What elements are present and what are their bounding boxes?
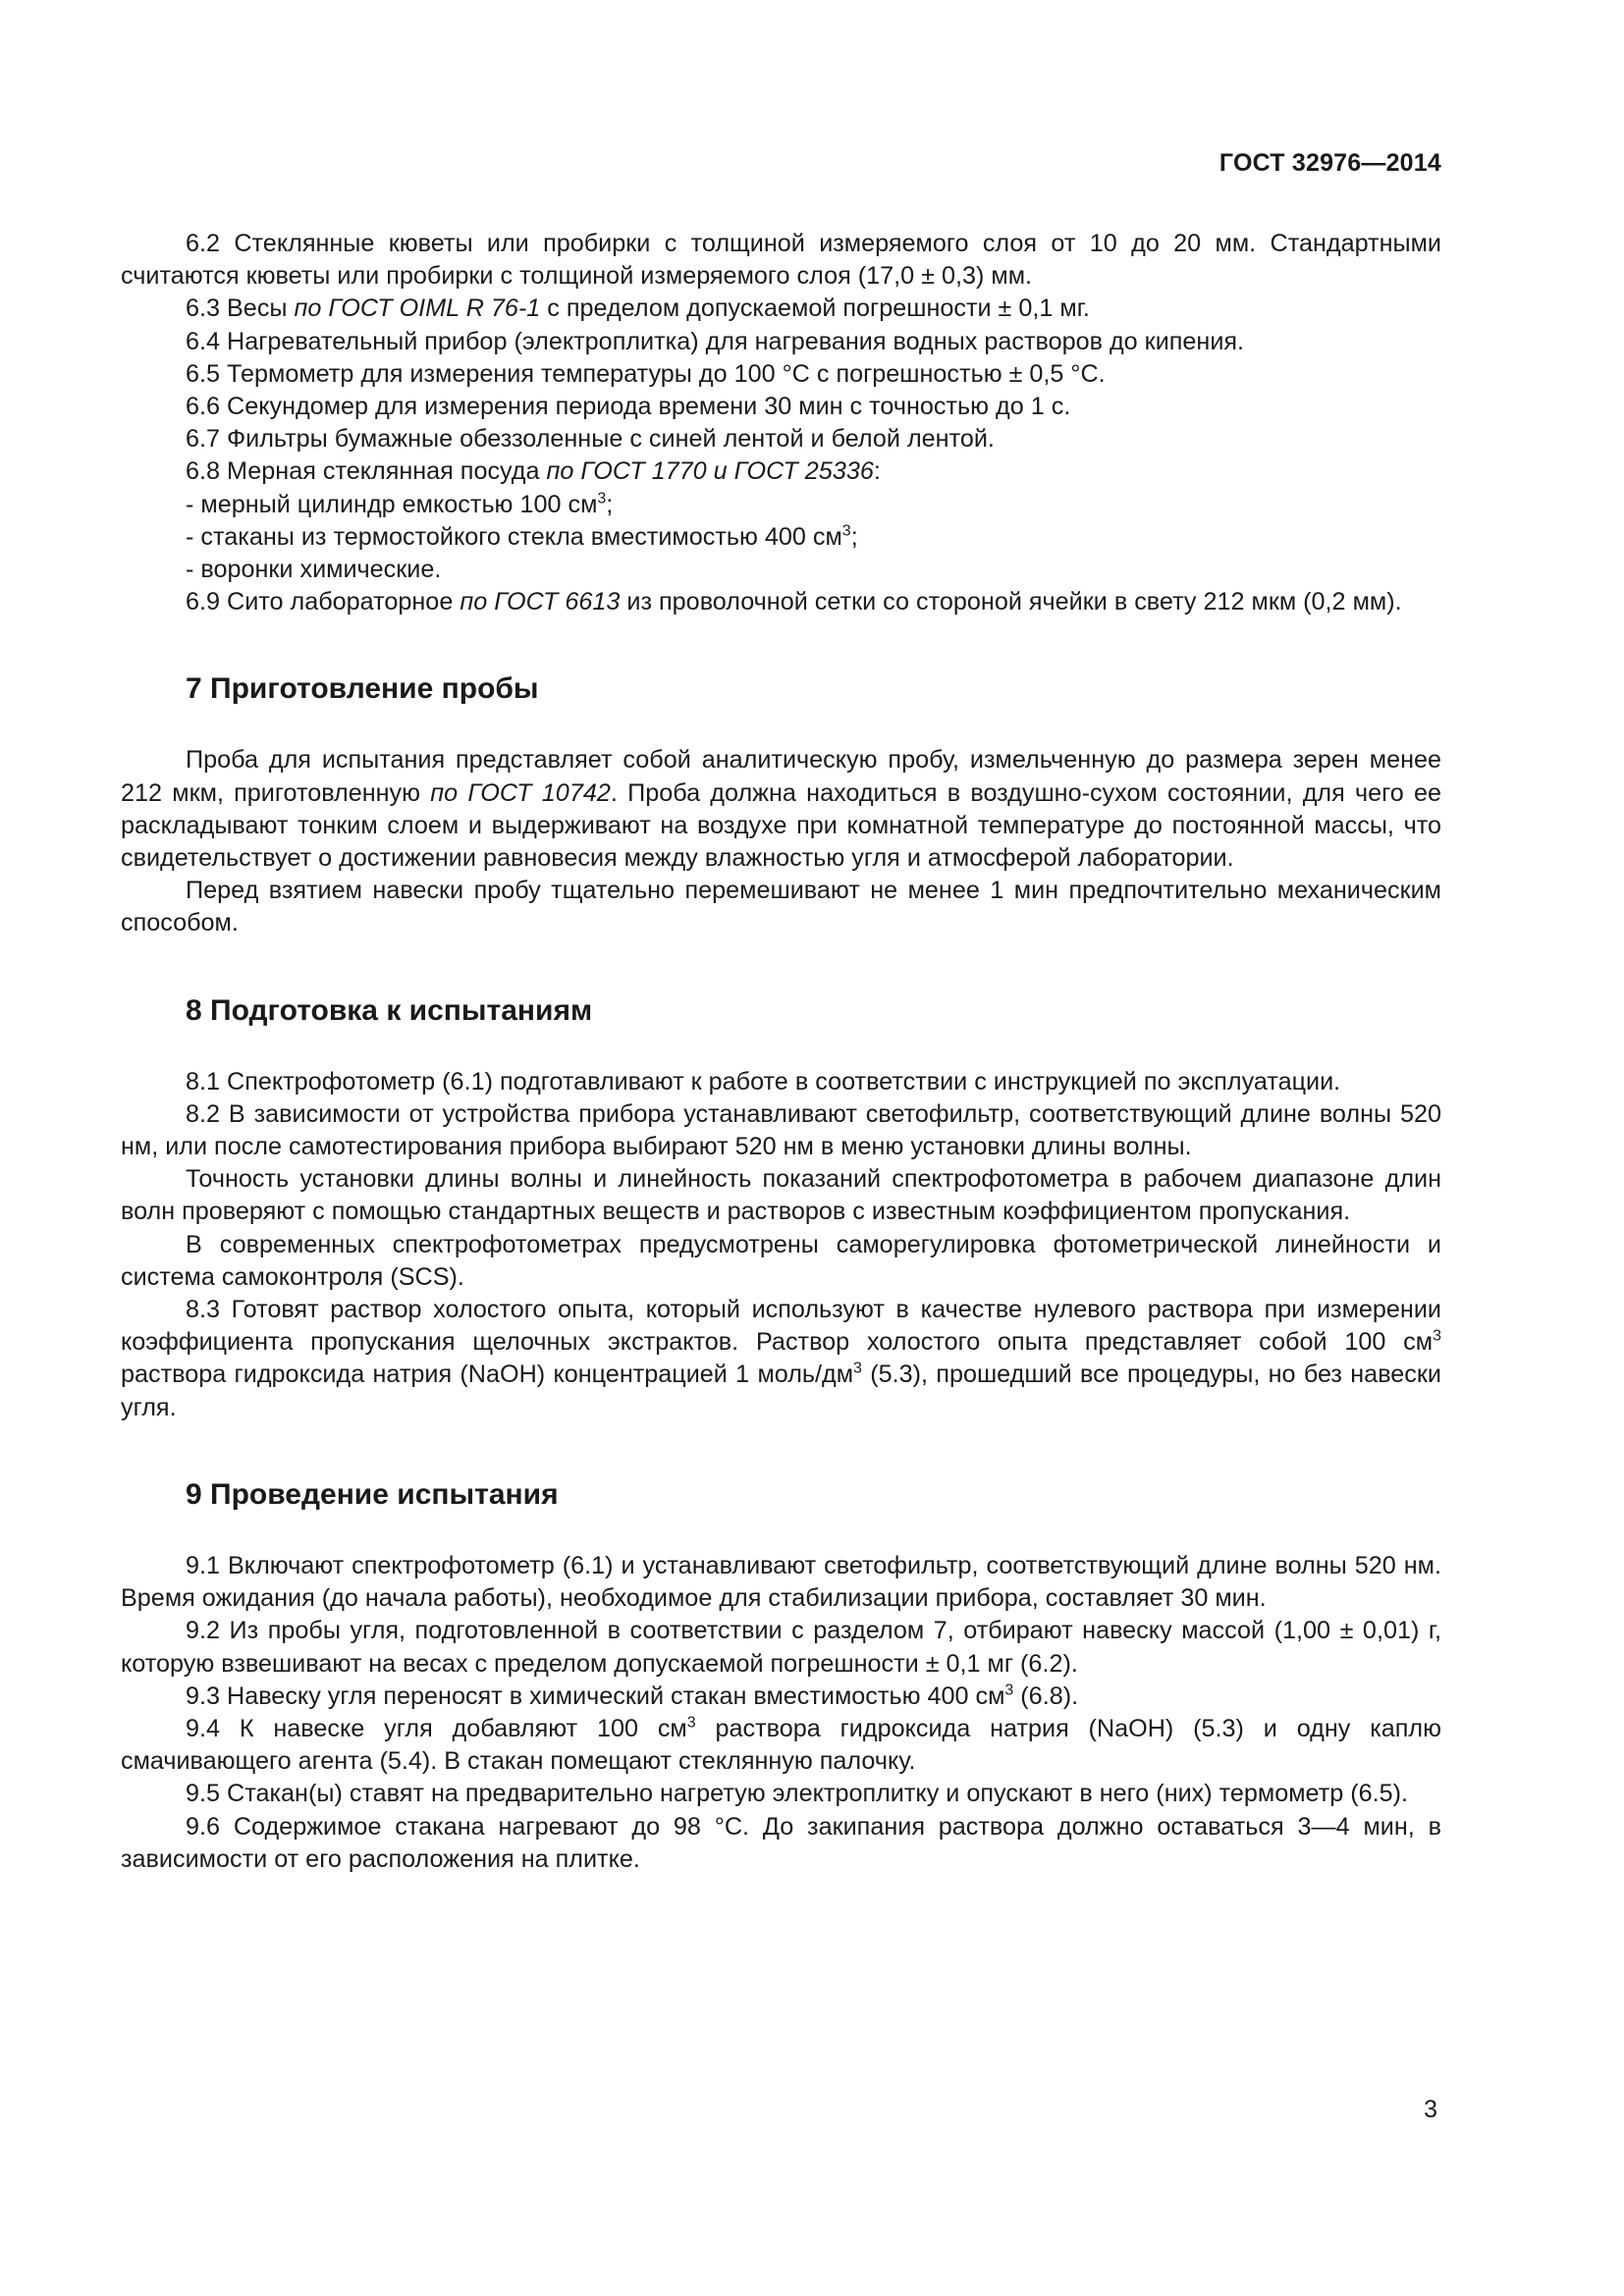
paragraph-9-1: 9.1 Включают спектрофотометр (6.1) и устанавливают светофильтр, соответствующий длине волны 520 нм. Время ожидания (до начала работы), необходимое для стабилизации прибора, составляет 30 мин. — [121, 1551, 1441, 1613]
paragraph-6-2: 6.2 Стеклянные кюветы или пробирки с толщиной измеряемого слоя от 10 до 20 мм. Стандартными считаются кюветы или пробирки с толщиной измеряемого слоя (17,0 ± 0,3) мм. — [121, 230, 1441, 291]
standard-reference: по ГОСТ OIML R 76-1 — [294, 294, 541, 323]
paragraph-accuracy: Точность установки длины волны и линейность показаний спектрофотометра в рабочем диапазоне длин волн проверяют с помощью стандартных веществ и растворов с известным коэффициентом пропускания. — [121, 1165, 1441, 1226]
paragraph-9-5: 9.5 Стакан(ы) ставят на предварительно нагретую электроплитку и опускают в него (них) термометр (6.5). — [186, 1780, 1409, 1808]
list-item — [121, 489, 1441, 521]
text: раствора гидроксида натрия (NaOH) концентрацией 1 моль/дм — [121, 1361, 854, 1389]
text: раствора гидроксида натрия (NaOH) (5.3) и одну каплю смачивающего агента (5.4). В стакан помещают стеклянную палочку. — [121, 1714, 1441, 1776]
text: - мерный цилиндр емкостью 100 см — [186, 490, 598, 518]
text: 6.9 Сито лабораторное — [186, 588, 460, 616]
text: 8.3 Готовят раствор холостого опыта, который используют в качестве нулевого раствора при измерении коэффициента пропускания щелочных экстрактов. Раствор холостого опыта представляет собой 100 см — [121, 1296, 1441, 1357]
paragraph-8-3 — [121, 1294, 1441, 1424]
superscript: 3 — [597, 490, 607, 507]
text: с пределом допускаемой погрешности ± 0,1 мг. — [540, 294, 1090, 323]
standard-reference: по ГОСТ 6613 — [460, 588, 621, 616]
superscript: 3 — [853, 1361, 862, 1378]
text: 9.3 Навеску угля переносят в химический стакан вместимостью 400 см — [186, 1682, 1005, 1710]
text: ; — [606, 490, 614, 518]
paragraph-6-5: 6.5 Термометр для измерения температуры до 100 °С с погрешностью ± 0,5 °С. — [186, 359, 1106, 388]
paragraph-6-7: 6.7 Фильтры бумажные обеззоленные с синей лентой и белой лентой. — [186, 425, 995, 454]
text: - стаканы из термостойкого стекла вместимостью 400 см — [186, 522, 842, 551]
text: ; — [850, 522, 858, 551]
paragraph-8-1: 8.1 Спектрофотометр (6.1) подготавливают к работе в соответствии с инструкцией по эксплуатации. — [186, 1067, 1341, 1095]
text: . Проба должна находиться в воздушно-сухом состоянии, для чего ее раскладывают тонким слоем и выдерживают на воздухе при комнатной температуре до постоянной массы, что свидетельствует о достижении равновесия между влажностью угля и атмосферой лаборатории. — [121, 778, 1441, 873]
paragraph-6-9 — [121, 586, 1441, 618]
document-code: ГОСТ 32976—2014 — [1218, 149, 1441, 177]
paragraph-9-2: 9.2 Из пробы угля, подготовленной в соответствии с разделом 7, отбирают навеску массой (1,00 ± 0,01) г, которую взвешивают на весах с пределом допускаемой погрешности ± 0,1 мг (6.2). — [121, 1617, 1441, 1678]
superscript: 3 — [841, 522, 851, 540]
text: (6.8). — [1013, 1682, 1079, 1710]
page-number: 3 — [1424, 2096, 1437, 2123]
text: 6.3 Весы — [186, 294, 295, 323]
paragraph-modern: В современных спектрофотометрах предусмотрены саморегулировка фотометрической линейности и система самоконтроля (SCS). — [121, 1230, 1441, 1291]
text: : — [873, 457, 881, 486]
paragraph-9-3 — [121, 1681, 1441, 1713]
standard-reference: по ГОСТ 10742 — [430, 778, 611, 807]
text: (5.3), прошедший все процедуры, но без навески угля. — [121, 1361, 1441, 1421]
paragraph-6-3 — [121, 293, 1441, 325]
section-8-title: 8 Подготовка к испытаниям — [186, 993, 593, 1027]
document-body — [121, 228, 1441, 1876]
section-9-title: 9 Проведение испытания — [186, 1477, 559, 1511]
list-item — [121, 521, 1441, 554]
text: из проволочной сетки со стороной ячейки в свету 212 мкм (0,2 мм). — [620, 588, 1402, 616]
paragraph-7-2: Перед взятием навески пробу тщательно перемешивают не менее 1 мин предпочтительно механическим способом. — [121, 877, 1441, 937]
paragraph-6-4: 6.4 Нагревательный прибор (электроплитка) для нагревания водных растворов до кипения. — [186, 327, 1245, 355]
standard-reference: по ГОСТ 1770 и ГОСТ 25336 — [546, 457, 874, 486]
paragraph-9-4 — [121, 1713, 1441, 1778]
text: 6.8 Мерная стеклянная посуда — [186, 457, 547, 486]
text: Проба для испытания представляет собой аналитическую пробу, измельченную до размера зерен менее 212 мкм, приготовленную — [121, 746, 1441, 807]
paragraph-6-8 — [121, 455, 1441, 488]
paragraph-7-1 — [121, 744, 1441, 875]
list-item: - воронки химические. — [186, 556, 442, 584]
paragraph-8-2: 8.2 В зависимости от устройства прибора устанавливают светофильтр, соответствующий длине волны 520 нм, или после самотестирования прибора выбирают 520 нм в меню установки длины волны. — [121, 1099, 1441, 1161]
text: 9.4 К навеске угля добавляют 100 см — [186, 1714, 687, 1742]
paragraph-9-6: 9.6 Содержимое стакана нагревают до 98 °С. До закипания раствора должно оставаться 3—4 мин, в зависимости от его расположения на плитке. — [121, 1812, 1441, 1873]
superscript: 3 — [1433, 1327, 1441, 1345]
section-7-title: 7 Приготовление пробы — [186, 672, 539, 706]
paragraph-6-6: 6.6 Секундомер для измерения периода времени 30 мин с точностью до 1 с. — [186, 393, 1071, 421]
superscript: 3 — [1004, 1682, 1014, 1699]
superscript: 3 — [686, 1714, 696, 1732]
